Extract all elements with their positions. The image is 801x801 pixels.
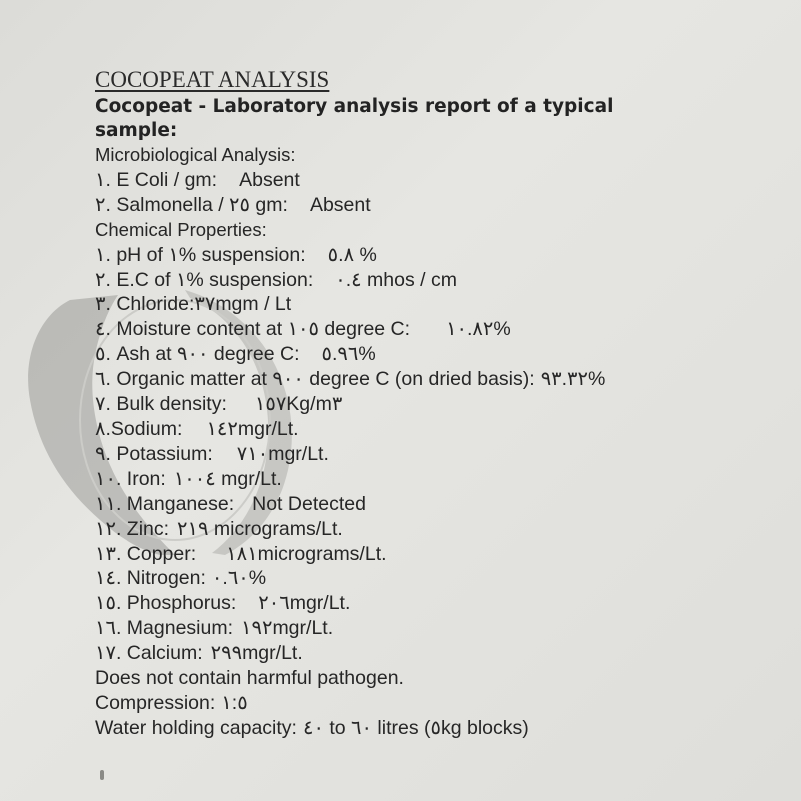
microbiological-item [95,168,775,193]
microbiological-item [95,193,775,218]
chemical-item-value: Not Detected [252,492,366,515]
chemical-item-value: ٠.٤ mhos / cm [335,268,457,291]
chemical-item-value: ١٩٢mgr/Lt. [241,617,334,640]
paper-speck [100,770,104,780]
chemical-item-label: ١٢. Zinc: [95,517,170,540]
note-line [95,716,775,741]
chemical-item-label: ١٠. Iron: [95,467,166,490]
microbiological-item-label: ١. E Coli / gm: [95,168,218,191]
chemical-item [95,342,775,367]
report-document [95,64,775,741]
note-line [95,691,775,716]
chemical-item [95,317,775,342]
chemical-item-label: ١١. Manganese: [95,492,235,515]
chemical-item [95,442,775,467]
chemical-item [95,467,775,492]
note-line-label: Compression: [95,691,216,714]
chemical-item-value: ١٠٠٤ mgr/Lt. [173,467,282,490]
chemical-item-label: ١٥. Phosphorus: [95,592,237,615]
chemical-item [95,641,775,666]
note-line-label: Water holding capacity: [95,716,297,739]
microbiological-heading: Microbiological Analysis: [95,144,296,165]
chemical-item-value: ٣٧mgm / Lt [194,293,292,316]
chemical-item-value: ٢٠٦mgr/Lt. [258,592,351,615]
note-line-value: ٤٠ to ٦٠ litres (٥kg blocks) [302,716,529,739]
chemical-item-label: ٦. Organic matter at ٩٠٠ degree C (on dried basis): [95,368,535,391]
chemical-item-value: ٢٩٩mgr/Lt. [210,642,303,665]
chemical-item-label: ١٧. Calcium: [95,642,203,665]
chemical-item [95,243,775,268]
chemical-item [95,616,775,641]
chemical-item-value: ٥.٩٦% [321,343,376,366]
chemical-item [95,566,775,591]
chemical-item-value: ٢١٩ micrograms/Lt. [177,517,343,540]
note-line [95,666,775,691]
microbiological-item-value: Absent [309,193,371,216]
chemical-properties-list [95,243,775,666]
chemical-item-label: ٧. Bulk density: [95,393,227,416]
chemical-item [95,367,775,392]
chemical-heading: Chemical Properties: [95,218,267,240]
chemical-item-value: ١٥٧Kg/m٣ [254,393,343,416]
chemical-item-value: ١٤٢mgr/Lt. [206,417,299,440]
chemical-item-value: ٩٣.٣٢% [540,368,606,391]
chemical-item-value: ٧١٠mgr/Lt. [236,442,329,465]
chemical-item-value: ٥.٨ % [327,243,377,266]
chemical-item [95,268,775,293]
document-subtitle: Cocopeat - Laboratory analysis report of a typical sample: [95,96,614,141]
chemical-item-value: ١٠.٨٢% [446,318,511,341]
chemical-item-value: ١٨١micrograms/Lt. [226,542,387,565]
note-line-value: ١:٥ [221,691,248,714]
microbiological-list [95,168,775,218]
document-title: COCOPEAT ANALYSIS [95,67,330,92]
chemical-item-label: ٨.Sodium: [95,417,183,440]
microbiological-item-value: Absent [239,168,300,191]
note-line-label: Does not contain harmful pathogen. [95,667,404,690]
chemical-item-label: ١٦. Magnesium: [95,617,234,640]
chemical-item-label: ١٤. Nitrogen: [95,567,206,590]
chemical-item [95,591,775,616]
chemical-item [95,292,775,317]
chemical-item [95,517,775,542]
chemical-item-label: ٤. Moisture content at ١٠٥ degree C: [95,318,411,341]
chemical-item-label: ٥. Ash at ٩٠٠ degree C: [95,343,300,366]
chemical-item [95,417,775,442]
chemical-item [95,542,775,567]
chemical-item-label: ١٣. Copper: [95,542,197,565]
chemical-item-label: ٢. E.C of ١% suspension: [95,268,314,291]
chemical-item [95,392,775,417]
chemical-item-label: ٩. Potassium: [95,442,213,465]
chemical-item [95,492,775,517]
chemical-item-label: ٣. Chloride: [95,293,195,316]
microbiological-item-label: ٢. Salmonella / ٢٥ gm: [95,193,288,216]
chemical-item-value: ٠.٦٠% [211,567,267,590]
chemical-item-label: ١. pH of ١% suspension: [95,243,306,266]
notes-list [95,666,775,741]
